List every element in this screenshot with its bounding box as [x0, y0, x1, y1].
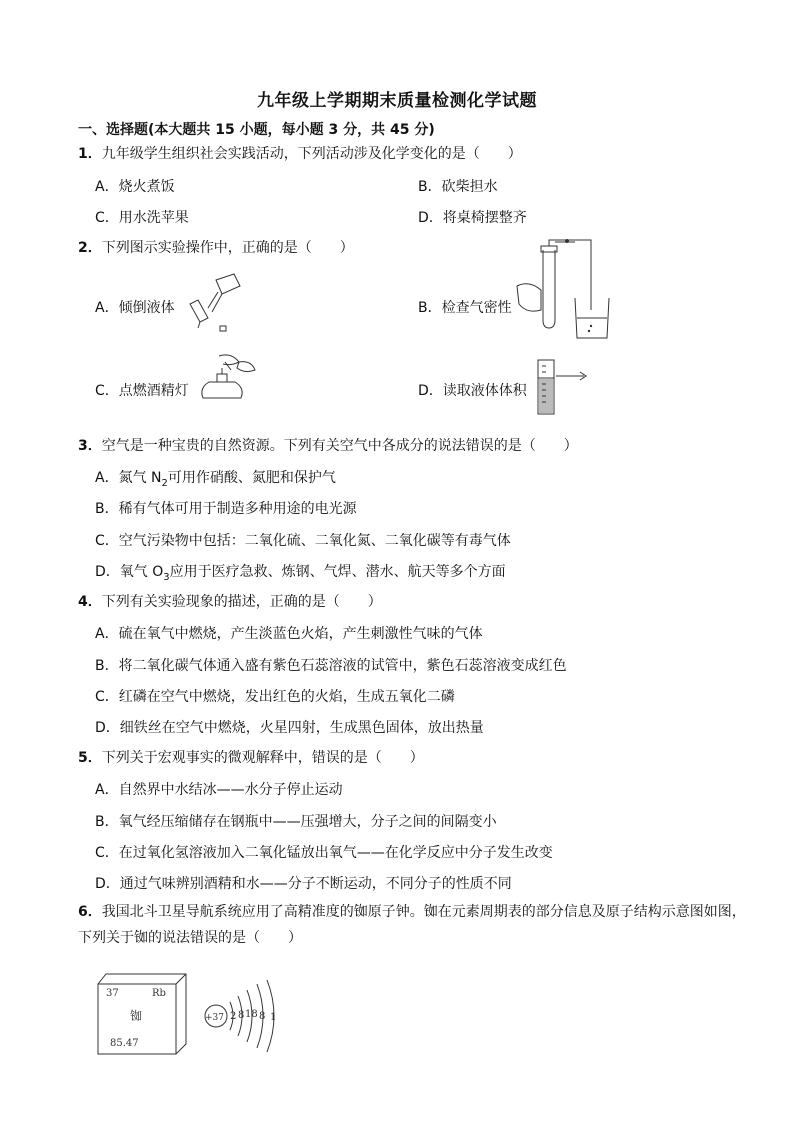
q2-option-b[interactable]: B．检查气密性	[418, 300, 512, 316]
shell-5-electrons: 1	[270, 1012, 277, 1023]
atomic-mass: 85.47	[110, 1038, 139, 1049]
q3-option-b[interactable]: B．稀有气体可用于制造多种用途的电光源	[95, 501, 357, 517]
question-text: 下列有关实验现象的描述，正确的是（ ）	[101, 594, 382, 610]
shell-4-electrons: 8	[259, 1011, 266, 1022]
atomic-number: 37	[106, 988, 119, 999]
q1-option-d[interactable]: D．将桌椅摆整齐	[418, 210, 527, 226]
element-card	[96, 972, 192, 1058]
q4-option-d[interactable]: D．细铁丝在空气中燃烧，火星四射，生成黑色固体，放出热量	[95, 720, 484, 736]
q4-option-b[interactable]: B．将二氧化碳气体通入盛有紫色石蕊溶液的试管中，紫色石蕊溶液变成红色	[95, 658, 567, 674]
pouring-liquid-figure	[186, 272, 246, 342]
q5-option-d[interactable]: D．通过气味辨别酒精和水——分子不断运动，不同分子的性质不同	[95, 876, 512, 892]
shell-2-electrons: 8	[238, 1010, 245, 1021]
q4-option-a[interactable]: A．硫在氧气中燃烧，产生淡蓝色火焰，产生刺激性气味的气体	[95, 626, 483, 642]
graduated-cylinder-figure	[534, 356, 594, 416]
element-name: 铷	[130, 1009, 143, 1023]
q3-option-c[interactable]: C．空气污染物中包括：二氧化硫、二氧化氮、二氧化碳等有毒气体	[95, 533, 511, 549]
question-text: 下列图示实验操作中，正确的是（ ）	[101, 240, 354, 256]
question-number: 2．	[78, 240, 102, 256]
q4-option-c[interactable]: C．红磷在空气中燃烧，发出红色的火焰，生成五氧化二磷	[95, 689, 455, 705]
q5-option-c[interactable]: C．在过氧化氢溶液加入二氧化锰放出氧气——在化学反应中分子发生改变	[95, 845, 553, 861]
question-text: 下列关于宏观事实的微观解释中，错误的是（ ）	[101, 750, 424, 766]
section-heading: 一、选择题(本大题共 15 小题，每小题 3 分，共 45 分)	[78, 122, 435, 138]
question-number: 4．	[78, 594, 102, 610]
q5-option-a[interactable]: A．自然界中水结冰——水分子停止运动	[95, 782, 343, 798]
shell-1-electrons: 2	[230, 1011, 237, 1022]
airtightness-check-figure	[515, 240, 605, 340]
q1-option-c[interactable]: C．用水洗苹果	[95, 210, 189, 226]
q3-option-a[interactable]: A．氮气 $N_2$可用作硝酸、氮肥和保护气	[95, 470, 336, 489]
q5-option-b[interactable]: B．氧气经压缩储存在钢瓶中——压强增大，分子之间的间隔变小	[95, 814, 497, 830]
question-5-stem	[78, 748, 424, 768]
question-3-stem	[78, 436, 578, 456]
alcohol-lamp-figure	[195, 352, 265, 402]
question-1-stem	[78, 144, 522, 164]
q2-option-c[interactable]: C．点燃酒精灯	[95, 383, 189, 399]
shell-3-electrons: 18	[245, 1009, 258, 1020]
q1-option-a[interactable]: A．烧火煮饭	[95, 179, 175, 195]
q3-option-d[interactable]: D．氧气 $O_3$应用于医疗急救、炼钢、气焊、潜水、航天等多个方面	[95, 564, 506, 583]
question-number: 5．	[78, 750, 102, 766]
q2-option-d[interactable]: D．读取液体体积	[418, 383, 527, 399]
q1-option-b[interactable]: B．砍柴担水	[418, 179, 498, 195]
question-6-stem	[78, 899, 758, 951]
question-2-stem	[78, 238, 354, 258]
page-title: 九年级上学期期末质量检测化学试题	[257, 91, 537, 111]
question-number: 1．	[78, 146, 102, 162]
question-text: 九年级学生组织社会实践活动，下列活动涉及化学变化的是（ ）	[101, 146, 522, 162]
question-4-stem	[78, 592, 382, 612]
nucleus-charge: +37	[205, 1013, 224, 1023]
question-text: 空气是一种宝贵的自然资源。下列有关空气中各成分的说法错误的是（ ）	[101, 438, 578, 454]
q2-option-a[interactable]: A．倾倒液体	[95, 300, 175, 316]
atom-structure-diagram	[200, 974, 290, 1052]
element-symbol: Rb	[152, 988, 166, 999]
question-text: 我国北斗卫星导航系统应用了高精准度的铷原子钟。铷在元素周期表的部分信息及原子结构示意图如图，下列关于铷的说法错误的是（ ）	[78, 904, 746, 946]
question-number: 6．	[78, 904, 102, 920]
question-number: 3．	[78, 438, 102, 454]
